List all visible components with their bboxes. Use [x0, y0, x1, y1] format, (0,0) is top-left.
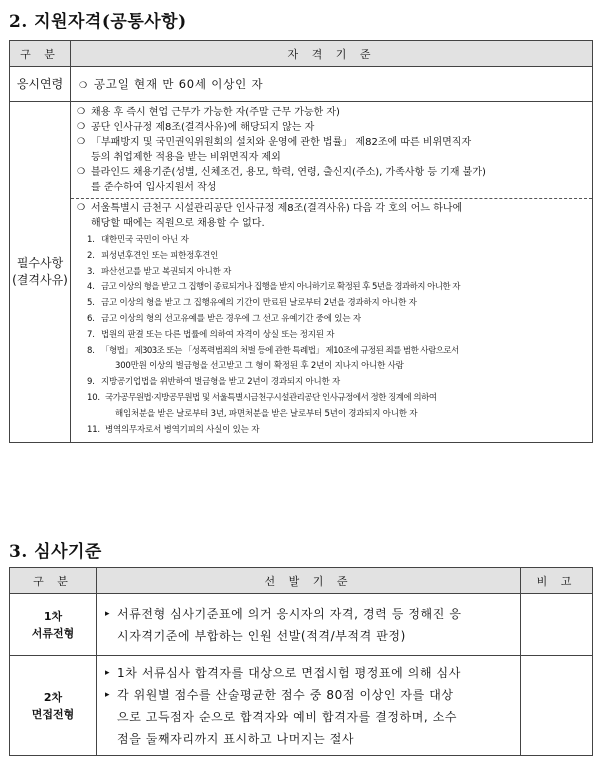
section-3-title: 3. 심사기준	[9, 542, 102, 562]
list-item: 10. 국가공무원법·지방공무원법 및 서울특별시금천구시설관리공단 인사규정에서 정한 징계에 의하여	[87, 392, 437, 403]
circle-bullet-icon: ❍	[77, 203, 86, 213]
triangle-bullet-icon: ▸	[105, 608, 111, 619]
list-item: ❍ 공단 인사규정 제8조(결격사유)에 해당되지 않는 자	[77, 122, 315, 133]
stage2-label: 2차 면접전형	[10, 656, 97, 756]
list-item: 1. 대한민국 국민이 아닌 자	[87, 235, 189, 245]
list-item: 등의 취업제한 적용을 받는 비위면직자 제외	[91, 152, 281, 163]
screen-header-note: 비 고	[521, 568, 593, 594]
qual-header-criteria: 자 격 기 준	[71, 41, 593, 67]
list-item: 5. 금고 이상의 형을 받고 그 집행유예의 기간이 만료된 날로부터 2년을 경과하지 아니한 자	[87, 298, 417, 309]
circle-bullet-icon: ❍	[77, 122, 86, 132]
list-item: 4. 금고 이상의 형을 받고 그 집행이 종료되거나 집행을 받지 아니하기로 확정된 후 5년을 경과하지 아니한 자	[87, 282, 460, 293]
age-label: 응시연령	[10, 67, 71, 102]
circle-bullet-icon: ❍	[77, 137, 86, 147]
list-item: 2. 피성년후견인 또는 피한정후견인	[87, 250, 219, 261]
article-intro: ❍ 서울특별시 금천구 시설관리공단 인사규정 제8조(결격사유) 다음 각 호의 어느 하나에	[77, 203, 463, 214]
age-criteria	[71, 67, 593, 102]
stage2-note	[521, 656, 593, 756]
list-item: 해임처분을 받은 날로부터 3년, 파면처분을 받은 날로부터 5년이 경과되지 아니한 자	[115, 408, 418, 419]
qual-header-category: 구 분	[10, 41, 71, 67]
required-label-line2: (결격사유)	[12, 273, 68, 288]
list-item: 6. 금고 이상의 형의 선고유예를 받은 경우에 그 선고 유예기간 중에 있는 자	[87, 313, 361, 324]
age-text: 공고일 현재 만 60세 이상인 자	[93, 77, 264, 91]
stage1-note	[521, 594, 593, 656]
circle-bullet-icon: ❍	[79, 81, 88, 91]
list-item: ❍ 블라인드 채용기준(성별, 신체조건, 용모, 학력, 연령, 출신지(주소), 가족사항 등 기재 불가)	[77, 167, 486, 178]
stage2-criteria: ▸ 1차 서류심사 합격자를 대상으로 면접시험 평정표에 의해 심사 ▸ 각 위원별 점수를 산술평균한 점수 중 80점 이상인 자를 대상 으로 고득점자 순으로 합격자와 예비 합격자를 결정하며, 소수 점을 둘째자리까지 표시하고 나머지는 절사	[97, 656, 521, 756]
required-label	[10, 102, 71, 443]
circle-bullet-icon: ❍	[77, 107, 86, 117]
list-item: ❍ 채용 후 즉시 현업 근무가 가능한 자(주말 근무 가능한 자)	[77, 107, 340, 118]
list-item: ▸ 각 위원별 점수를 산술평균한 점수 중 80점 이상인 자를 대상	[105, 684, 512, 706]
stage1-label: 1차 서류전형	[10, 594, 97, 656]
section-2-title: 2. 지원자격(공통사항)	[9, 12, 187, 32]
list-item: ❍ 「부패방지 및 국민권익위원회의 설치와 운영에 관한 법률」 제82조에 따른 비위면직자	[77, 137, 472, 148]
list-item: 300만원 이상의 벌금형을 선고받고 그 형이 확정된 후 2년이 지나지 아니한 사람	[115, 361, 404, 372]
screening-table	[9, 567, 593, 756]
list-item: ▸ 서류전형 심사기준표에 의거 응시자의 자격, 경력 등 정해진 응	[105, 603, 512, 625]
list-item: 11. 병역의무자로서 병역기피의 사실이 있는 자	[87, 424, 260, 435]
required-bullets	[71, 102, 592, 198]
required-label-line1: 필수사항	[16, 256, 64, 271]
qualification-table	[9, 40, 593, 443]
disqualification-article: ❍ 서울특별시 금천구 시설관리공단 인사규정 제8조(결격사유) 다음 각 호의 어느 하나에 해당할 때에는 직원으로 채용할 수 없다. 1. 대한민국 국민이 아닌 자 2. 피성년후견인 또는 피한정후견인 3. 파산선고를 받고 복권되지 아니한 자 4. 금고 이상의 형을 받고 그 집행이 종료되거나 집행을 받지 아니하기로 확정된 후 5년을 경과하지 아니한 자 5. 금고 이상의 형을 받고 그 집행유예의 기간이 만료된 날로부터 2년을 경과하지 아니한 자 6. 금고 이상의 형의 선고유예를 받은 경우에 그 선고 유예기간 중에 있는 자 7. 법원의 판결 또는 다른 법률에 의하여 자격이 상실 또는 정지된 자 8. 「형법」 제303조 또는 「성폭력범죄의 처벌 등에 관한 특례법」 제10조에 규정된 죄를 범한 사람으로서 300만원 이상의 벌금형을 선고받고 그 형이 확정된 후 2년이 지나지 아니한 사람 9. 지방공기업법을 위반하여 벌금형을 받고 2년이 경과되지 아니한 자 10. 국가공무원법·지방공무원법 및 서울특별시금천구시설관리공단 인사규정에서 정한 징계에 의하여 해임처분을 받은 날로부터 3년, 파면처분을 받은 날로부터 5년이 경과되지 아니한 자 11. 병역의무자로서 병역기피의 사실이 있는 자	[71, 198, 592, 442]
stage1-criteria: ▸ 서류전형 심사기준표에 의거 응시자의 자격, 경력 등 정해진 응 시자격기준에 부합하는 인원 선발(적격/부적격 판정)	[97, 594, 521, 656]
required-criteria	[71, 102, 593, 443]
list-item: 8. 「형법」 제303조 또는 「성폭력범죄의 처벌 등에 관한 특례법」 제10조에 규정된 죄를 범한 사람으로서	[87, 345, 459, 356]
circle-bullet-icon: ❍	[77, 167, 86, 177]
triangle-bullet-icon: ▸	[105, 667, 111, 678]
list-item: 3. 파산선고를 받고 복권되지 아니한 자	[87, 266, 232, 277]
triangle-bullet-icon: ▸	[105, 689, 111, 700]
screen-header-category: 구 분	[10, 568, 97, 594]
screen-header-criteria: 선 발 기 준	[97, 568, 521, 594]
list-item: 9. 지방공기업법을 위반하여 벌금형을 받고 2년이 경과되지 아니한 자	[87, 377, 341, 388]
list-item: 7. 법원의 판결 또는 다른 법률에 의하여 자격이 상실 또는 정지된 자	[87, 329, 335, 340]
list-item: 를 준수하여 입사지원서 작성	[91, 182, 217, 193]
list-item: ▸ 1차 서류심사 합격자를 대상으로 면접시험 평정표에 의해 심사	[105, 662, 512, 684]
